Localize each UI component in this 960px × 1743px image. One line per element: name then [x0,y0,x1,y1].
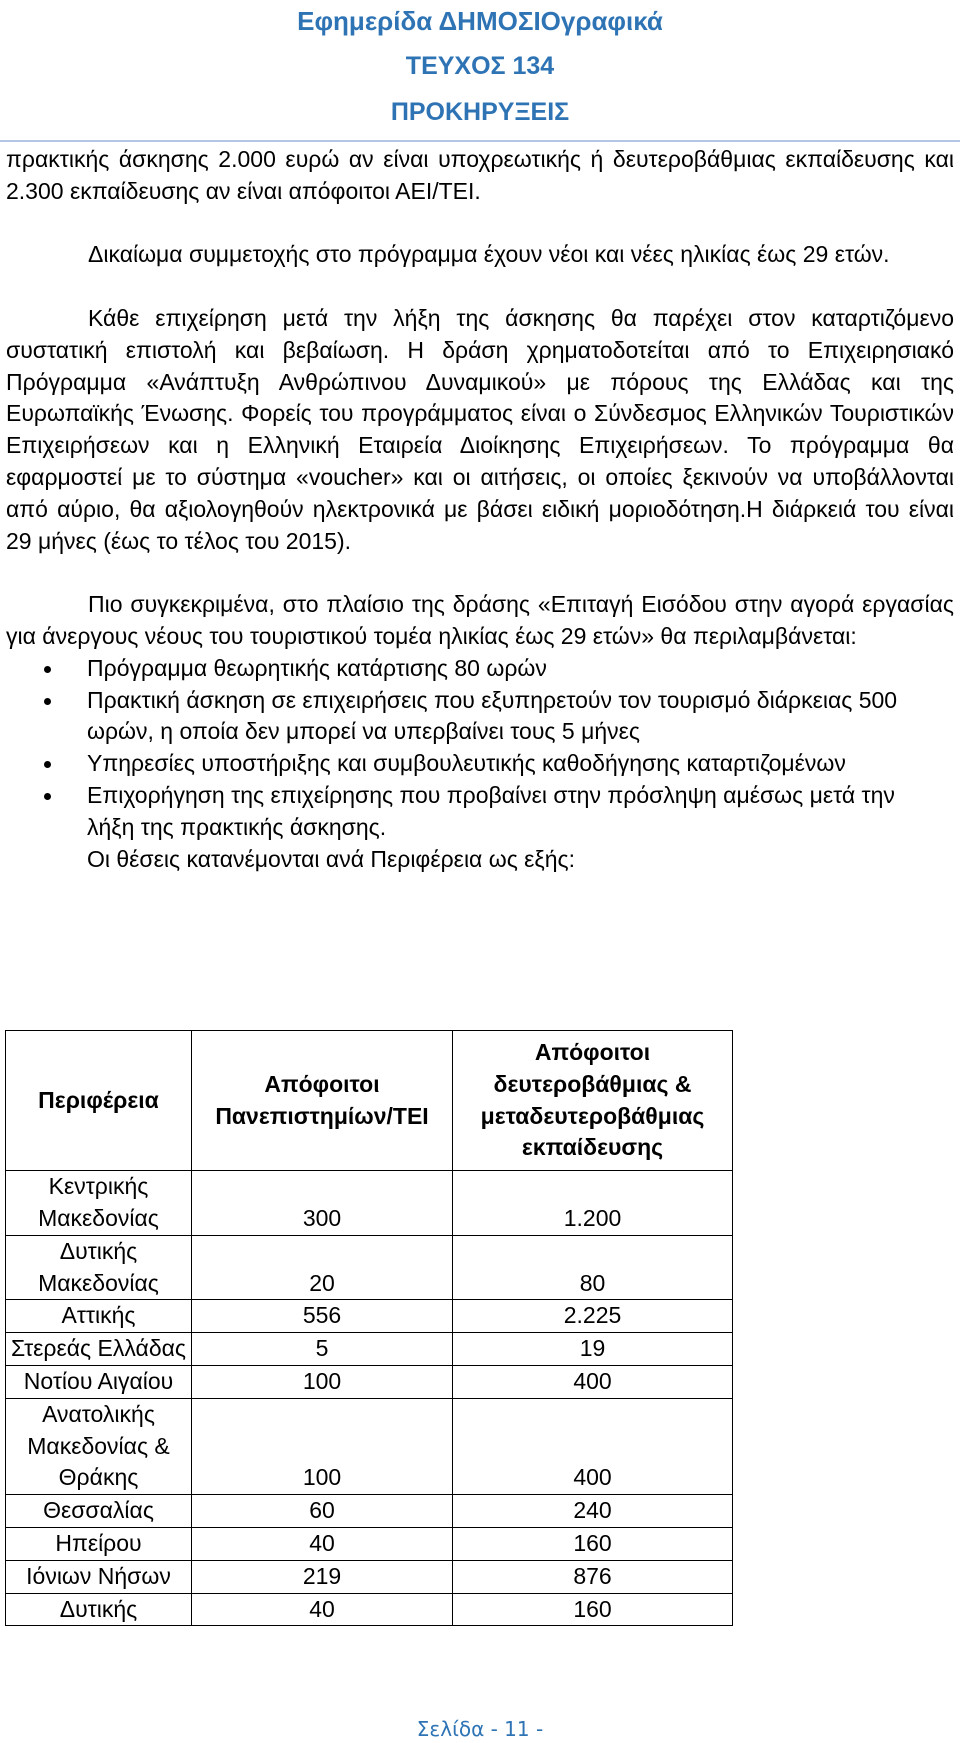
cell-university: 20 [192,1235,453,1300]
list-item-text: Πρόγραμμα θεωρητικής κατάρτισης 80 ωρών [87,654,547,681]
table-row [6,1365,733,1398]
table-row [6,1495,733,1528]
bullet-list [6,653,954,844]
paragraph-gap [6,557,954,589]
table-row [6,1527,733,1560]
cell-region: Ιόνιων Νήσων [6,1560,192,1593]
cell-university: 5 [192,1333,453,1366]
page-number: Σελίδα - 11 - [416,1717,544,1741]
bullet-icon [44,793,51,800]
section-name: ΠΡΟΚΗΡΥΞΕΙΣ [390,98,570,126]
bullet-icon [44,666,51,673]
header-region: Περιφέρεια [6,1031,192,1171]
cell-university: 556 [192,1300,453,1333]
table-intro: Οι θέσεις κατανέμονται ανά Περιφέρεια ως εξής: [87,845,575,872]
cell-secondary: 1.200 [453,1171,733,1236]
paragraph-gap [6,208,954,240]
cell-university: 40 [192,1593,453,1626]
list-item [6,748,907,780]
paragraph-1: πρακτικής άσκησης 2.000 ευρώ αν είναι υποχρεωτικής ή δευτεροβάθμιας εκπαίδευσης και 2.300 εκπαίδευσης αν είναι απόφοιτοι ΑΕΙ/ΤΕΙ. [6,146,954,204]
cell-university: 219 [192,1560,453,1593]
table-row [6,1333,733,1366]
table-header-row [6,1031,733,1171]
cell-secondary: 160 [453,1593,733,1626]
table-row [6,1560,733,1593]
paragraph-gap [6,271,954,303]
cell-region: Θεσσαλίας [6,1495,192,1528]
cell-secondary: 19 [453,1333,733,1366]
cell-university: 40 [192,1527,453,1560]
positions-table [5,1030,733,1626]
cell-university: 100 [192,1365,453,1398]
cell-secondary: 2.225 [453,1300,733,1333]
cell-secondary: 876 [453,1560,733,1593]
table-row [6,1235,733,1300]
table-row [6,1300,733,1333]
list-item [6,653,907,685]
cell-secondary: 80 [453,1235,733,1300]
cell-university: 300 [192,1171,453,1236]
table-row [6,1398,733,1494]
cell-university: 100 [192,1398,453,1494]
cell-region: Αττικής [6,1300,192,1333]
bullet-icon [44,698,51,705]
cell-region: Στερεάς Ελλάδας [6,1333,192,1366]
issue-number: ΤΕΥΧΟΣ 134 [405,52,555,80]
paragraph-3: Κάθε επιχείρηση μετά την λήξη της άσκησης θα παρέχει στον καταρτιζόμενο συστατική επιστολή και βεβαίωση. Η δράση χρηματοδοτείται από το Επιχειρησιακό Πρόγραμμα «Ανάπτυξη Ανθρώπινου Δυναμικού» με πόρους της Ελλάδας και της Ευρωπαϊκής Ένωσης. Φορείς του προγράμματος είναι ο Σύνδεσμος Ελληνικών Τουριστικών Επιχειρήσεων και η Ελληνική Εταιρεία Διοίκησης Επιχειρήσεων. Το πρόγραμμα θα εφαρμοστεί με το σύστημα «voucher» και οι αιτήσεις, οι οποίες ξεκινούν να υποβάλλονται από αύριο, θα αξιολογηθούν ηλεκτρονικά με βάσει ειδική μοριοδότηση.Η διάρκειά του είναι 29 μήνες (έως το τέλος του 2015). [6,304,954,554]
cell-region: Νοτίου Αιγαίου [6,1365,192,1398]
list-item-text: Πρακτική άσκηση σε επιχειρήσεις που εξυπηρετούν τον τουρισμό διάρκειας 500 ωρών, η οποία δεν μπορεί να υπερβαίνει τους 5 μήνες [87,686,898,745]
cell-university: 60 [192,1495,453,1528]
newspaper-title: Εφημερίδα ΔΗΜΟΣΙΟγραφικά [297,6,663,36]
list-item [6,780,907,844]
paragraph-4: Πιο συγκεκριμένα, στο πλαίσιο της δράσης «Επιταγή Εισόδου στην αγορά εργασίας για άνεργους νέους του τουριστικού τομέα ηλικίας έως 29 ετών» θα περιλαμβάνεται: [6,591,954,649]
list-item-text: Επιχορήγηση της επιχείρησης που προβαίνει στην πρόσληψη αμέσως μετά την λήξη της πρακτικής άσκησης. [87,781,895,840]
header-secondary: Απόφοιτοι δευτεροβάθμιας & μεταδευτεροβάθμιας εκπαίδευσης [453,1031,733,1171]
list-item [6,685,907,749]
cell-region: Δυτικής Μακεδονίας [6,1235,192,1300]
cell-region: Ηπείρου [6,1527,192,1560]
cell-secondary: 240 [453,1495,733,1528]
table-row [6,1171,733,1236]
header-divider [0,140,960,142]
cell-region: Ανατολικής Μακεδονίας & Θράκης [6,1398,192,1494]
table-row [6,1593,733,1626]
list-item-text: Υπηρεσίες υποστήριξης και συμβουλευτικής καθοδήγησης καταρτιζομένων [87,750,846,777]
cell-secondary: 400 [453,1365,733,1398]
paragraph-2: Δικαίωμα συμμετοχής στο πρόγραμμα έχουν νέοι και νέες ηλικίας έως 29 ετών. [88,241,890,268]
article-body [6,144,954,875]
bullet-icon [44,761,51,768]
cell-region: Δυτικής [6,1593,192,1626]
cell-region: Κεντρικής Μακεδονίας [6,1171,192,1236]
header-university: Απόφοιτοι Πανεπιστημίων/ΤΕΙ [192,1031,453,1171]
cell-secondary: 400 [453,1398,733,1494]
cell-secondary: 160 [453,1527,733,1560]
